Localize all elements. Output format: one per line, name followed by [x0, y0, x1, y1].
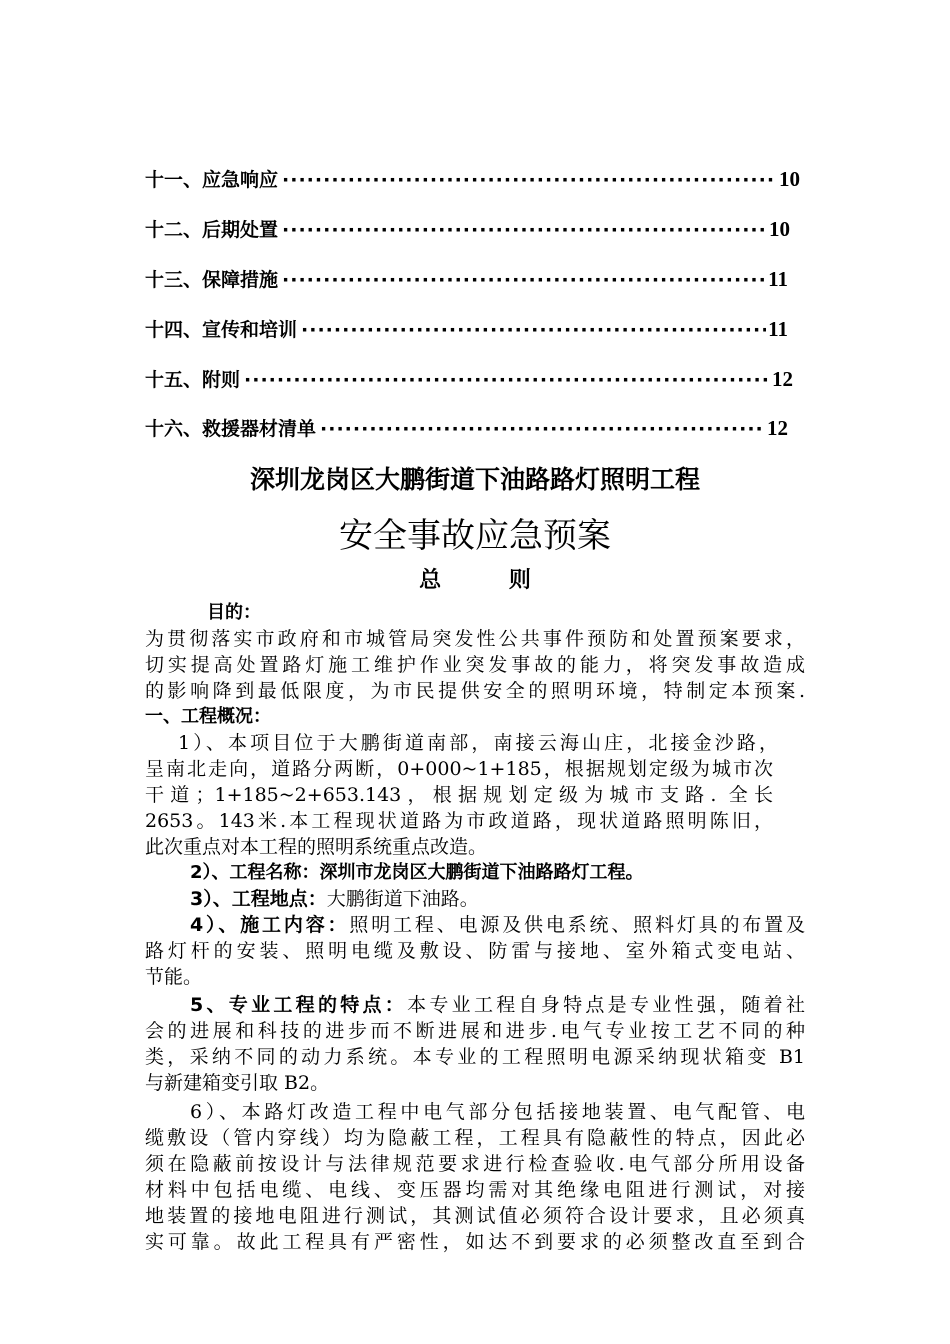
- paragraph-line: 会的进展和科技的进步而不断进展和进步.电气专业按工艺不同的种: [145, 1020, 805, 1042]
- paragraph-line: 1）、本项目位于大鹏街道南部，南接云海山庄，北接金沙路，: [178, 732, 778, 754]
- paragraph-line: 节能。: [145, 966, 203, 988]
- toc-leader-dots: [282, 219, 767, 241]
- toc-leader-dots: [282, 269, 766, 291]
- item-label: 4）、施工内容：: [190, 914, 350, 936]
- paragraph-line: 路灯杆的安装、照明电缆及敷设、防雷与接地、室外箱式变电站、: [145, 940, 805, 962]
- paragraph-line: 为贯彻落实市政府和市城管局突发性公共事件预防和处置预案要求，: [145, 628, 805, 650]
- toc-entry[interactable]: [145, 414, 788, 444]
- paragraph-line: 地装置的接地电阻进行测试，其测试值必须符合设计要求，且必须真: [145, 1205, 805, 1227]
- paragraph-line: [190, 992, 805, 1018]
- paragraph-line: 此次重点对本工程的照明系统重点改造。: [145, 836, 488, 858]
- toc-entry[interactable]: [145, 165, 800, 195]
- project-title: 深圳龙岗区大鹏街道下油路路灯照明工程: [249, 465, 700, 494]
- paragraph-line: 须在隐蔽前按设计与法律规范要求进行检查验收.电气部分所用设备: [145, 1153, 805, 1175]
- toc-entry-page: 10: [769, 217, 790, 241]
- toc-entry[interactable]: [145, 365, 793, 395]
- purpose-heading: 目的：: [207, 602, 261, 623]
- overview-heading: 一、工程概况：: [145, 706, 271, 727]
- toc-entry-label: 十五、附则: [145, 369, 241, 391]
- section-title: 总 则: [419, 568, 561, 593]
- document-title: 安全事故应急预案: [339, 516, 611, 556]
- item-value: 照明工程、电源及供电系统、照料灯具的布置及: [349, 914, 805, 936]
- toc-entry-page: 11: [768, 317, 788, 341]
- paragraph-line: 干道；1+185~2+653.143，根据规划定级为城市支路. 全长: [145, 784, 773, 806]
- toc-leader-dots: [301, 319, 766, 341]
- paragraph-line: 与新建箱变引取 B2。: [145, 1072, 330, 1094]
- toc-entry-label: 十四、宣传和培训: [145, 319, 298, 341]
- toc-entry[interactable]: [145, 215, 790, 245]
- paragraph-line: [190, 912, 805, 938]
- item-value: 大鹏街道下油路。: [326, 888, 479, 910]
- toc-entry-page: 12: [772, 367, 793, 391]
- toc-leader-dots: [282, 169, 777, 191]
- item-value: 本专业工程自身特点是专业性强，随着社: [407, 994, 805, 1016]
- toc-leader-dots: [244, 369, 770, 391]
- toc-entry[interactable]: [145, 315, 788, 345]
- item-label: 5、专业工程的特点：: [190, 994, 408, 1016]
- paragraph-line: 切实提高处置路灯施工维护作业突发事故的能力，将突发事故造成: [145, 654, 805, 676]
- paragraph-line: 缆敷设（管内穿线）均为隐蔽工程，工程具有隐蔽性的特点，因此必: [145, 1127, 805, 1149]
- paragraph-line: 实可靠。故此工程具有严密性，如达不到要求的必须整改直至到合: [145, 1231, 805, 1253]
- toc-entry-label: 十三、保障措施: [145, 269, 279, 291]
- project-name-item: 2）、工程名称：深圳市龙岗区大鹏街道下油路路灯工程。: [190, 862, 644, 883]
- paragraph-line: 呈南北走向，道路分两断，0+000~1+185，根据规划定级为城市次: [145, 758, 773, 780]
- toc-entry-page: 11: [768, 267, 788, 291]
- toc-entry-label: 十一、应急响应: [145, 169, 279, 191]
- toc-entry-label: 十二、后期处置: [145, 219, 279, 241]
- paragraph-line: 6）、本路灯改造工程中电气部分包括接地装置、电气配管、电: [190, 1101, 805, 1123]
- paragraph-line: 的影响降到最低限度，为市民提供安全的照明环境，特制定本预案.: [145, 680, 805, 702]
- paragraph-line: 材料中包括电缆、电线、变压器均需对其绝缘电阻进行测试，对接: [145, 1179, 805, 1201]
- toc-entry-page: 12: [767, 416, 788, 440]
- toc-leader-dots: [320, 418, 765, 440]
- toc-entry[interactable]: [145, 265, 788, 295]
- item-label: 3）、工程地点：: [190, 888, 327, 910]
- paragraph-line: 2653。143米.本工程现状道路为市政道路，现状道路照明陈旧，: [145, 810, 773, 832]
- toc-entry-page: 10: [779, 167, 800, 191]
- toc-entry-label: 十六、救援器材清单: [145, 418, 317, 440]
- project-location-item: [190, 886, 690, 912]
- paragraph-line: 类，采纳不同的动力系统。本专业的工程照明电源采纳现状箱变 B1: [145, 1046, 805, 1068]
